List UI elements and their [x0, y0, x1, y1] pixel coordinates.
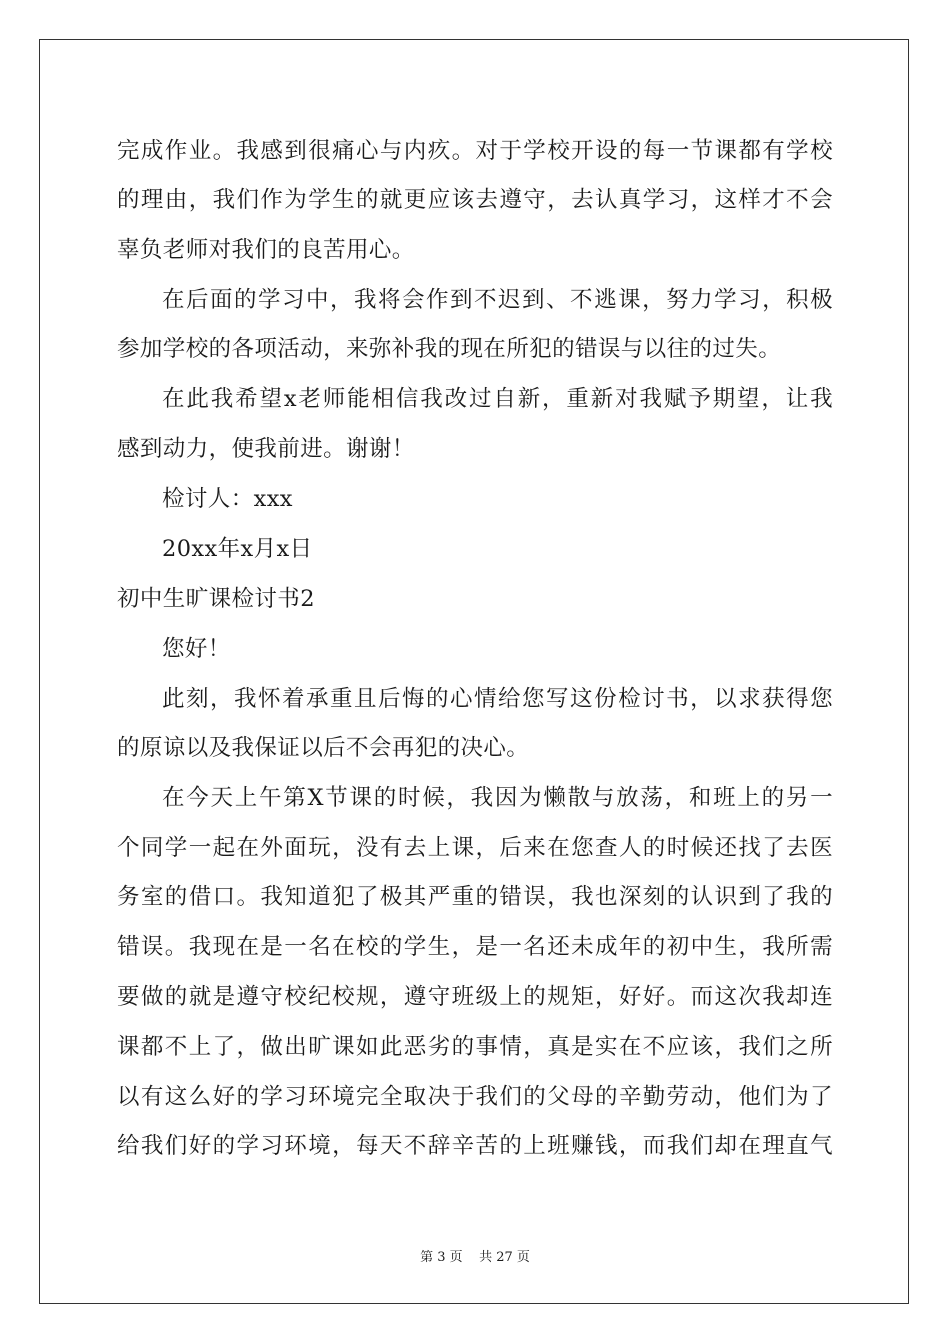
- text-line-12: 此刻，我怀着承重且后悔的心情给您写这份检讨书，以求获得您: [162, 686, 833, 712]
- text-line-5: 参加学校的各项活动，来弥补我的现在所犯的错误与以往的过失。: [117, 336, 782, 362]
- section-heading: 初中生旷课检讨书2: [117, 586, 315, 612]
- page-border: [39, 39, 909, 1304]
- text-line-6: 在此我希望x老师能相信我改过自新，重新对我赋予期望，让我: [162, 386, 833, 412]
- text-line-19: 课都不上了，做出旷课如此恶劣的事情，真是实在不应该，我们之所: [117, 1034, 833, 1060]
- page-number-footer: 第 3 页 共 27 页: [420, 1250, 530, 1265]
- text-line-18: 要做的就是遵守校纪校规，遵守班级上的规矩，好好。而这次我却连: [117, 984, 833, 1010]
- greeting: 您好！: [162, 636, 231, 662]
- text-line-1: 完成作业。我感到很痛心与内疚。对于学校开设的每一节课都有学校: [117, 138, 833, 164]
- signature-author: 检讨人：xxx: [162, 486, 293, 512]
- text-line-2: 的理由，我们作为学生的就更应该去遵守，去认真学习，这样才不会: [117, 187, 833, 213]
- text-line-7: 感到动力，使我前进。谢谢！: [117, 436, 415, 462]
- text-line-3: 辜负老师对我们的良苦用心。: [117, 237, 415, 263]
- text-line-4: 在后面的学习中，我将会作到不迟到、不逃课，努力学习，积极: [162, 287, 833, 313]
- text-line-13: 的原谅以及我保证以后不会再犯的决心。: [117, 735, 530, 761]
- signature-date: 20xx年x月x日: [162, 536, 313, 562]
- text-line-16: 务室的借口。我知道犯了极其严重的错误，我也深刻的认识到了我的: [117, 884, 833, 910]
- text-line-17: 错误。我现在是一名在校的学生，是一名还未成年的初中生，我所需: [117, 934, 833, 960]
- text-line-21: 给我们好的学习环境，每天不辞辛苦的上班赚钱，而我们却在理直气: [117, 1133, 833, 1159]
- text-line-20: 以有这么好的学习环境完全取决于我们的父母的辛勤劳动，他们为了: [117, 1084, 833, 1110]
- text-line-14: 在今天上午第X节课的时候，我因为懒散与放荡，和班上的另一: [162, 785, 833, 811]
- text-line-15: 个同学一起在外面玩，没有去上课，后来在您查人的时候还找了去医: [117, 835, 833, 861]
